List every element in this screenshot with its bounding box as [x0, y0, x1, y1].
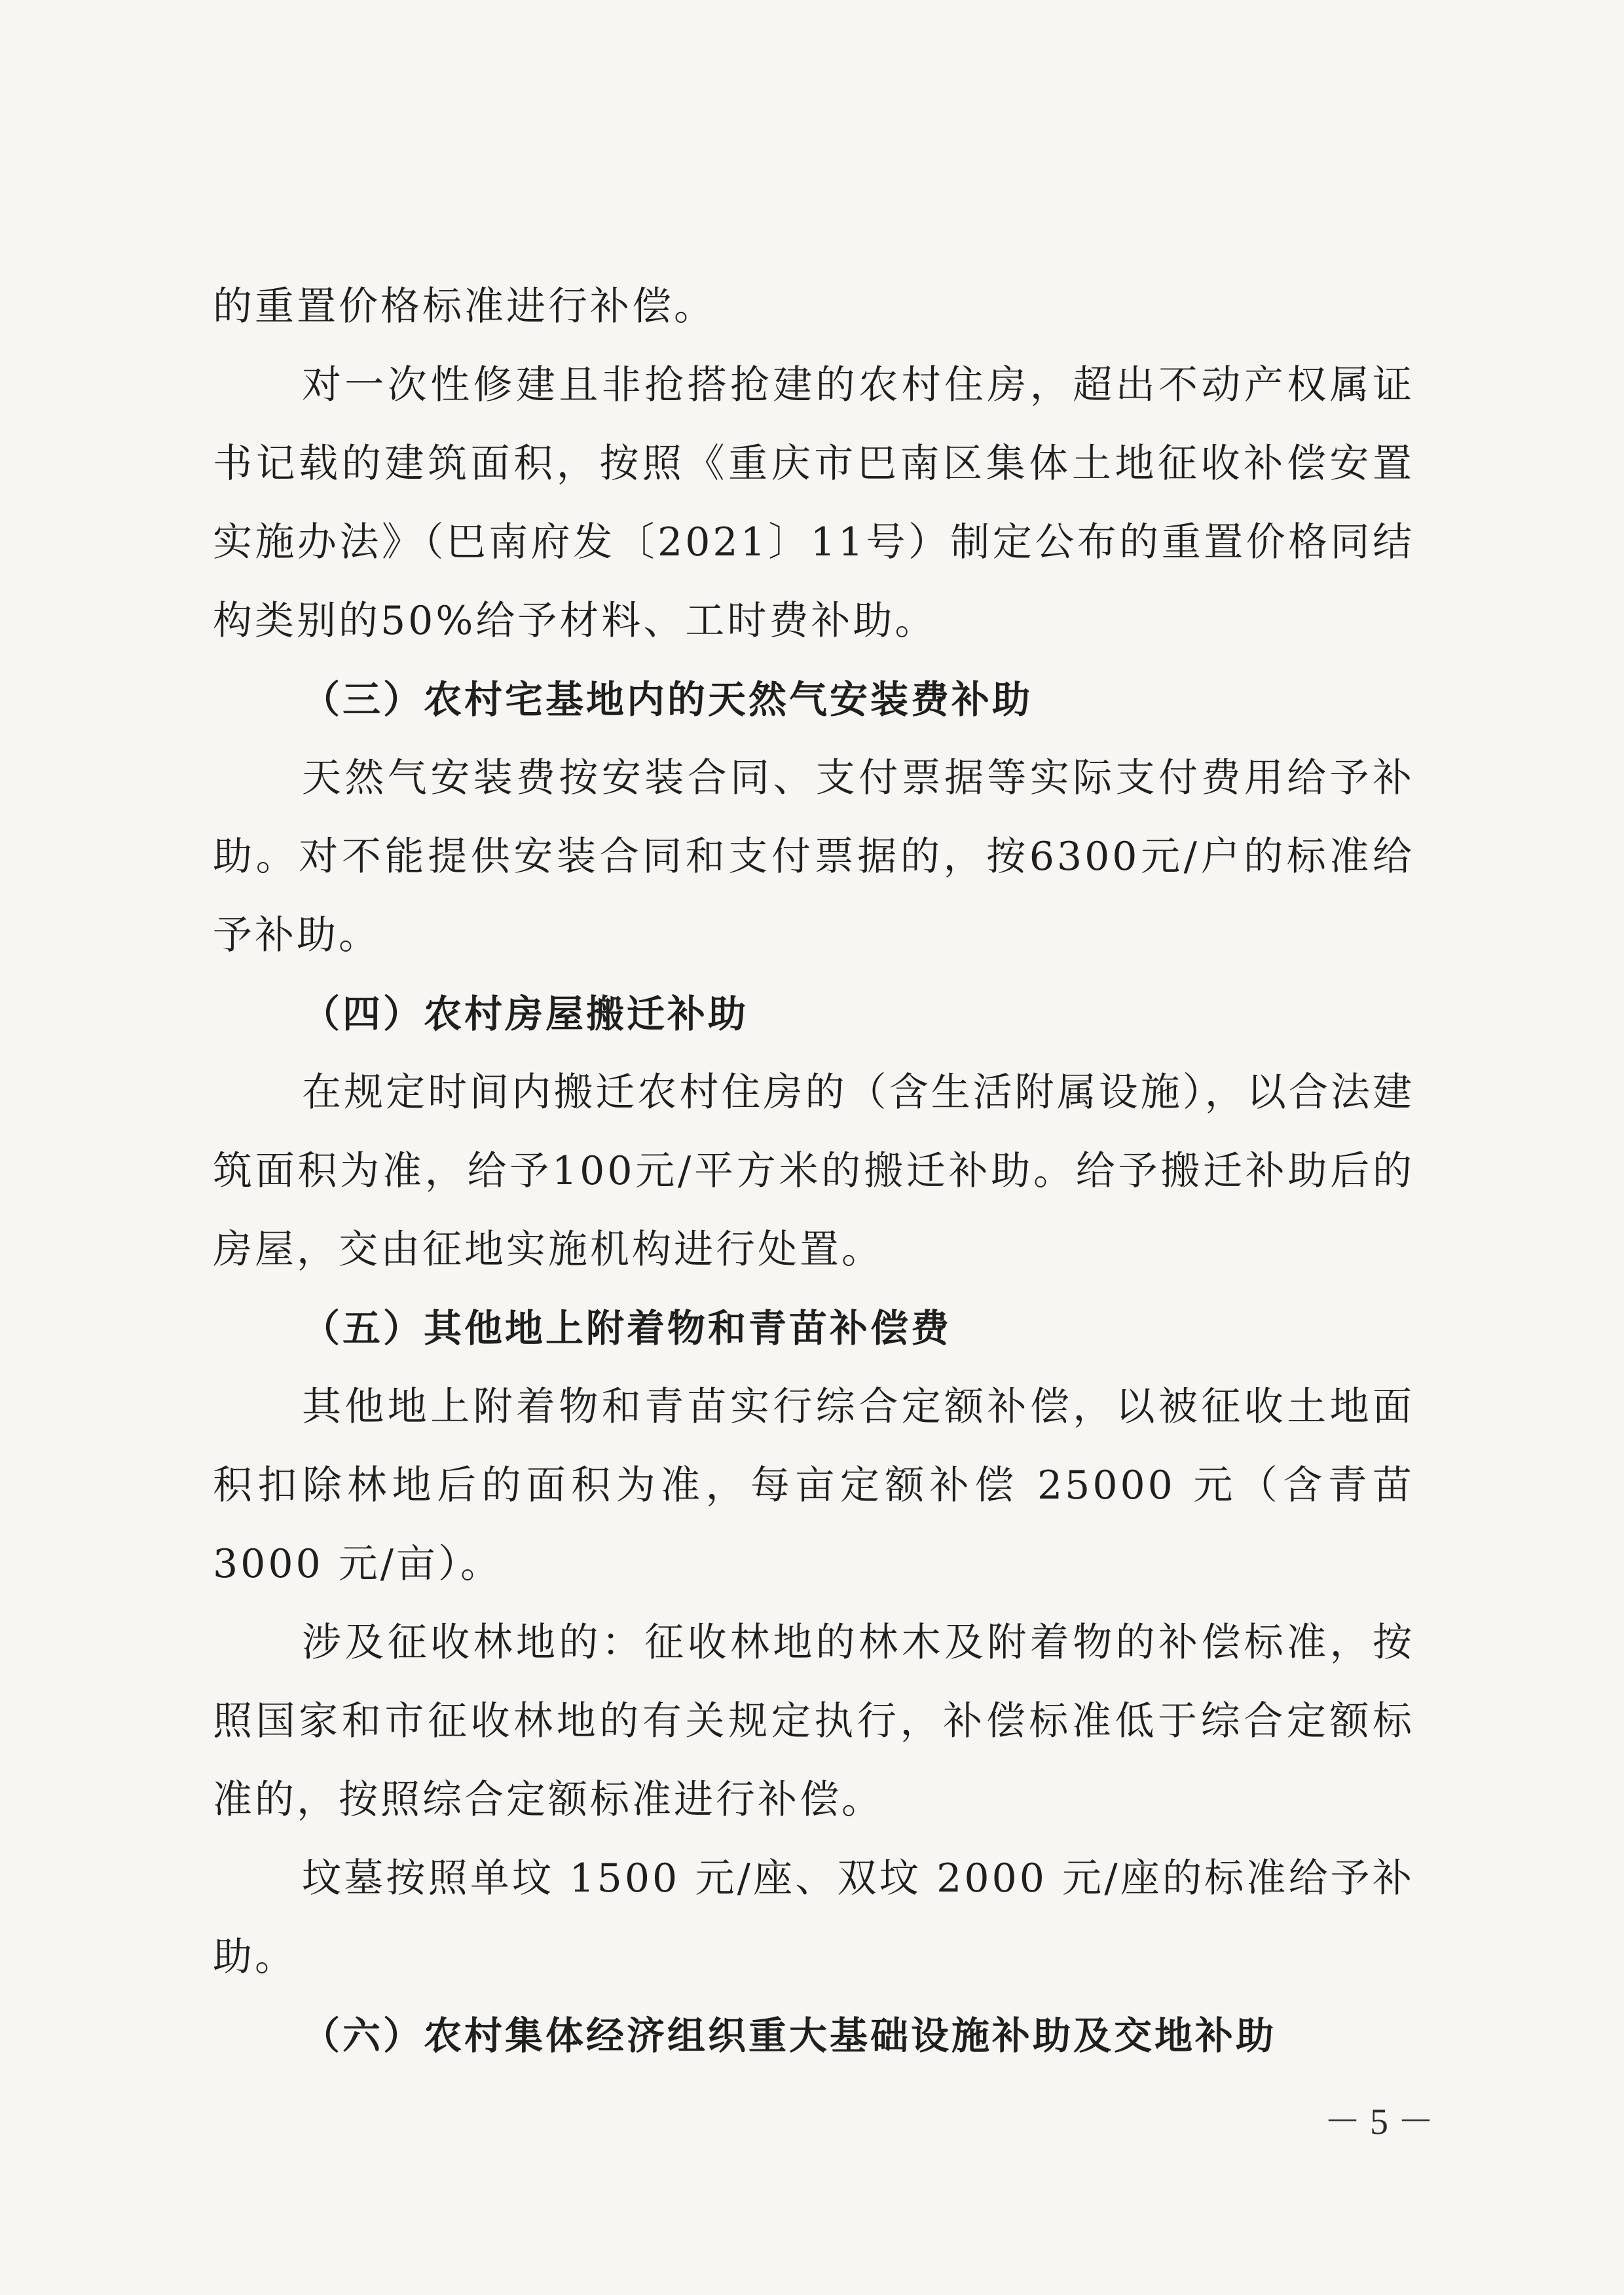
paragraph-relocation-subsidy: 在规定时间内搬迁农村住房的（含生活附属设施），以合法建筑面积为准，给予100元/平方米的搬迁补助。给予搬迁补助后的房屋，交由征地实施机构进行处置。 — [213, 1070, 1414, 1273]
document-body — [213, 267, 1414, 2075]
section-heading-4: （四）农村房屋搬迁补助 — [302, 992, 749, 1036]
section-heading-3: （三）农村宅基地内的天然气安装费补助 — [302, 677, 1033, 722]
paragraph-attachments-compensation: 其他地上附着物和青苗实行综合定额补偿，以被征收土地面积扣除林地后的面积为准，每亩定额补偿 25000 元（含青苗3000 元/亩）。 — [213, 1384, 1414, 1587]
paragraph-grave-subsidy: 坟墓按照单坟 1500 元/座、双坟 2000 元/座的标准给予补助。 — [213, 1856, 1414, 1980]
paragraph-continuation: 的重置价格标准进行补偿。 — [213, 284, 716, 329]
section-heading-6: （六）农村集体经济组织重大基础设施补助及交地补助 — [302, 2013, 1277, 2058]
paragraph-forest-land: 涉及征收林地的：征收林地的林木及附着物的补偿标准，按照国家和市征收林地的有关规定执行，补偿标准低于综合定额标准的，按照综合定额标准进行补偿。 — [213, 1620, 1414, 1823]
section-heading-5: （五）其他地上附着物和青苗补偿费 — [302, 1306, 952, 1351]
page-number: － 5 － — [1324, 2102, 1434, 2142]
paragraph-housing-area-subsidy: 对一次性修建且非抢搭抢建的农村住房，超出不动产权属证书记载的建筑面积，按照《重庆市巴南区集体土地征收补偿安置实施办法》（巴南府发〔2021〕11号）制定公布的重置价格同结构类别的50%给予材料、工时费补助。 — [213, 362, 1414, 644]
paragraph-gas-installation: 天然气安装费按安装合同、支付票据等实际支付费用给予补助。对不能提供安装合同和支付票据的，按6300元/户的标准给予补助。 — [213, 755, 1414, 958]
